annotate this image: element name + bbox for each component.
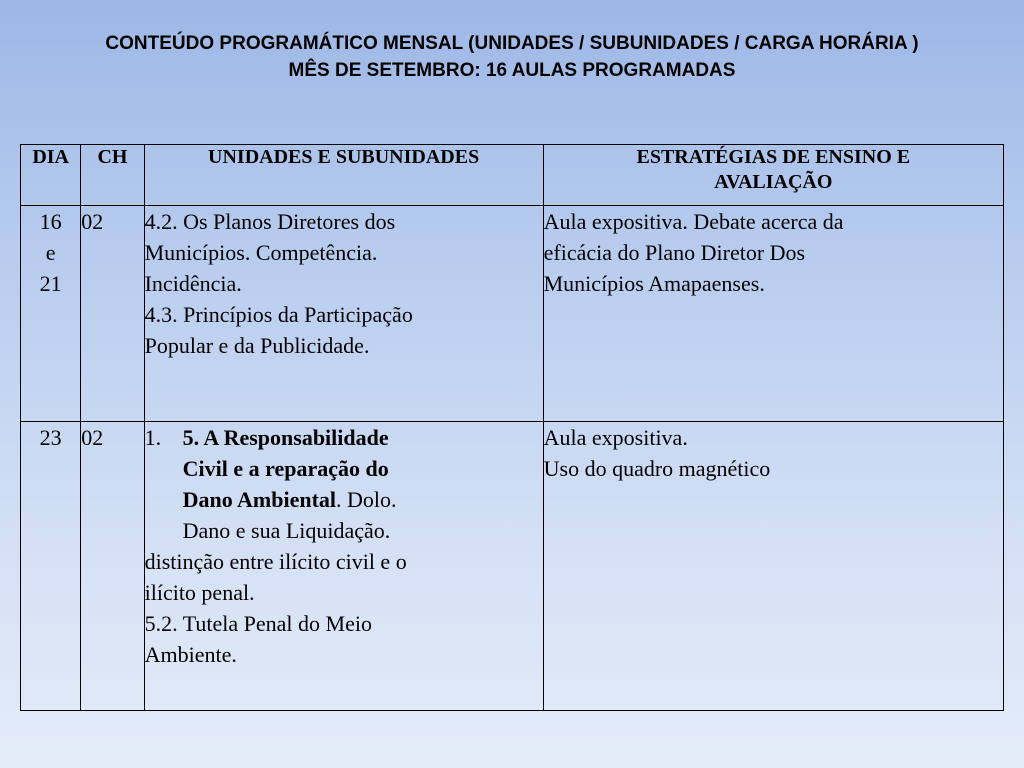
unidades-line: Municípios. Competência. — [144, 240, 378, 265]
estrategias-line: Aula expositiva. — [543, 425, 688, 450]
unidades-line: Ambiente. — [144, 642, 237, 667]
dia-line: 16 — [39, 209, 62, 234]
cell-dia: 23 — [21, 422, 81, 711]
unidades-line: 4.2. Os Planos Diretores dos — [144, 209, 396, 234]
table-header-row — [21, 145, 1004, 206]
header-ch: CH — [81, 145, 144, 206]
estrategias-line: Uso do quadro magnético — [543, 456, 771, 481]
cell-unidades — [144, 422, 543, 711]
item-heading-2: Civil e a reparação do — [182, 456, 389, 481]
unidades-line: distinção entre ilícito civil e o — [144, 549, 407, 574]
dia-line: e — [45, 240, 56, 265]
cell-unidades — [144, 206, 543, 422]
header-dia: DIA — [21, 145, 81, 206]
item-text: . Dolo. — [336, 487, 397, 512]
estrategias-line: Aula expositiva. Debate acerca da — [543, 209, 844, 234]
unidades-line: 4.3. Princípios da Participação — [144, 302, 413, 327]
header-estrategias-line-1: ESTRATÉGIAS DE ENSINO E — [636, 146, 911, 168]
unidades-line: Popular e da Publicidade. — [144, 333, 370, 358]
slide-title — [0, 30, 1024, 84]
cell-estrategias — [543, 206, 1003, 422]
cell-ch: 02 — [81, 206, 144, 422]
item-heading-line — [145, 453, 543, 484]
unidades-line: ilícito penal. — [144, 580, 255, 605]
content-table — [20, 144, 1004, 711]
unidades-line: Incidência. — [144, 271, 242, 296]
unidades-line: 5.2. Tutela Penal do Meio — [144, 611, 372, 636]
dia-line: 21 — [39, 271, 62, 296]
item-number: 1. — [144, 425, 162, 450]
header-estrategias — [543, 145, 1003, 206]
cell-estrategias — [543, 422, 1003, 711]
table-row — [21, 422, 1004, 711]
numbered-item — [145, 422, 543, 453]
item-heading-3: Dano Ambiental — [182, 487, 337, 512]
title-line-2: MÊS DE SETEMBRO: 16 AULAS PROGRAMADAS — [288, 60, 736, 81]
header-unidades: UNIDADES E SUBUNIDADES — [144, 145, 543, 206]
item-heading-1: 5. A Responsabilidade — [182, 425, 389, 450]
title-line-1: CONTEÚDO PROGRAMÁTICO MENSAL (UNIDADES / SUBUNIDADES / CARGA HORÁRIA ) — [105, 33, 919, 54]
item-continuation: Dano e sua Liquidação. — [182, 518, 391, 543]
item-heading-line — [145, 484, 543, 515]
cell-ch: 02 — [81, 422, 144, 711]
estrategias-line: Municípios Amapaenses. — [543, 271, 765, 296]
cell-dia — [21, 206, 81, 422]
table-row — [21, 206, 1004, 422]
header-estrategias-line-2: AVALIAÇÃO — [714, 171, 833, 193]
estrategias-line: eficácia do Plano Diretor Dos — [543, 240, 806, 265]
